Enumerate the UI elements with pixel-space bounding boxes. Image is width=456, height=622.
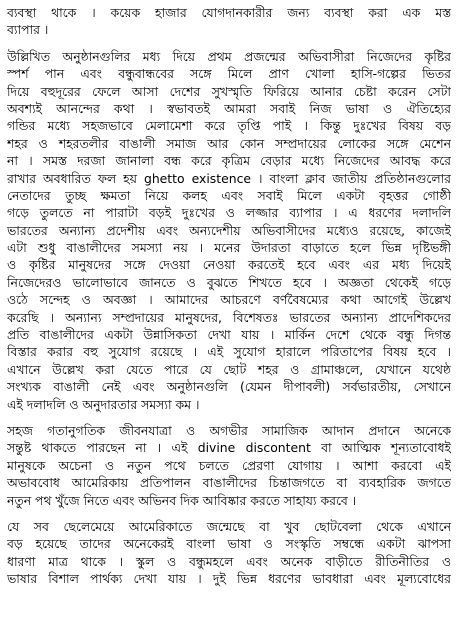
text-line: শহর ও শহরতলীর বাঙালী সমাজ আর কোন সম্প্রদায়ের লোকের সঙ্গে মেশেন [7, 135, 451, 151]
text-line: না । সমস্ত দরজা জানালা বন্ধ করে কৃত্রিম বেড়ার মধ্যে নিজেদের আবদ্ধ করে [7, 153, 451, 169]
paragraph-1 [7, 4, 451, 39]
text-line: ভাষার বিশাল পার্থক্য দেখা যায় । দুই ভিন্ন ধরণের ভাবধারা এবং মূল্যবোধের [7, 571, 451, 587]
paragraph-4 [7, 518, 451, 588]
text-line: মানুষকে অচেনা ও নতুন পথে চলতে প্রেরণা যোগায় । আশা করবো এই [7, 457, 451, 473]
text-line: নতুন পথ খুঁজে নিতে এবং অভিনব দিক আবিষ্কার করতে সাহায্য করবে । [7, 492, 357, 508]
paragraph-gap [7, 39, 451, 48]
paragraph-3 [7, 422, 451, 509]
text-line: নিজেদেরও ভালোভাবে জানতে ও বুঝতে শিখতে হবে । অজ্ঞতা থেকেই গড়ে [7, 274, 451, 290]
text-line: ব্যাপার । [7, 22, 49, 38]
text-line: ও কৃষ্টির মানুষদের সঙ্গে দেওয়া নেওয়া করতেই হবে এবং এর মধ্য দিয়েই [7, 257, 451, 273]
text-line: রাখার অবধারিত ফল হয় ghetto existence । বাংলা ক্লাব জাতীয় প্রতিষ্ঠানগুলোর [7, 170, 451, 186]
text-line: সহজ গতানুগতিক জীবনযাত্রা ও অগভীর সামাজিক আদান প্রদানে অনেকে [7, 422, 451, 438]
text-line: স্পর্শ পান এবং বন্ধুবান্ধবের সঙ্গে মিলে প্রাণ খোলা হাসি-গল্পের ভিতর [7, 66, 451, 82]
paragraph-2 [7, 48, 451, 413]
text-line: এটা শুধু বাঙালীদের সমস্যা নয় । মনের উদারতা বাড়াতে হলে ভিন্ন দৃষ্টিভঙ্গী [7, 240, 451, 256]
text-line: উল্লিখিত অনুষ্ঠানগুলির মধ্য দিয়ে প্রথম প্রজন্মের অভিবাসীরা নিজেদের কৃষ্টির [7, 48, 451, 64]
paragraph-gap [7, 413, 451, 422]
text-line: বড় হয়েছে তাদের অনেকেরই বাংলা ভাষা ও সংস্কৃতি সম্বন্ধে একটা ঝাপসা [7, 536, 451, 552]
text-line: গন্ডির মধ্যে সহজভাবে মেলামেশা করে তৃপ্তি পাই । কিন্তু দুঃখের বিষয় বড় [7, 118, 451, 134]
text-line: সন্তুষ্ট থাকতে পারছেন না । এই divine discontent বা আত্মিক শূন্যতাবোধই [7, 440, 451, 456]
text-line: নেতাদের তুচ্ছ ক্ষমতা নিয়ে কলহ এবং সবাই মিলে একটা বৃহত্তর গোষ্ঠী [7, 187, 451, 203]
text-line: বিস্তার করার বহু সুযোগ রয়েছে । এই সুযোগ হারালে পরিতাপের বিষয় হবে । [7, 344, 451, 360]
text-line: ওঠে সন্দেহ ও অবজ্ঞা । আমাদের আচরণে বর্ণবৈষম্যের কথা আগেই উল্লেখ [7, 292, 451, 308]
text-line: ভারতের অন্যান্য প্রদেশীয় এবং অন্যদেশীয় অভিবাসীদের মধ্যেও রয়েছে, কাজেই [7, 222, 451, 238]
text-line: করেছি । অন্যান্য সম্প্রদায়ের মানুষদের, বিশেষতঃ ভারতের অন্যান্য প্রাদেশিকদের [7, 309, 451, 325]
text-line: এখানে উল্লেখ করা যেতে পারে যে ছোট শহর ও গ্রামাঞ্চলে, যেখানে যথেষ্ঠ [7, 361, 451, 377]
text-line: সংখ্যক বাঙালী নেই এবং অনুষ্ঠানগুলি (যেমন দীপাবলী) সর্বভারতীয়, সেখানে [7, 379, 451, 395]
text-line: ব্যবস্থা থাকে । কয়েক হাজার যোগদানকারীর জন্য ব্যবস্থা করা এক মস্ত [7, 5, 451, 20]
text-line: যে সব ছেলেমেয়ে আমেরিকাতে জন্মেছে বা খুব ছোটবেলা থেকে এখানে [7, 518, 451, 534]
text-line: অবশ্যই আনন্দের কথা । স্বভাবতই আমরা সবাই নিজ ভাষা ও ঐতিহ্যের [7, 100, 451, 116]
text-line: অভাববোধ আমেরিকায় প্রতিপালন বাঙালীদের চিন্তাজগতে বা ব্যবহারিক জগতে [7, 475, 451, 491]
text-line: প্রতি বাঙালীদের একটা উন্নাসিকতা দেখা যায় । মার্কিন দেশে থেকে বন্ধু দিগন্ত [7, 327, 451, 343]
paragraph-gap [7, 509, 451, 518]
text-line: দিয়ে বহুদূরের ফেলে আসা দেশের সুখস্মৃতি ফিরিয়ে আনার চেষ্টা করেন সেটা [7, 83, 451, 99]
text-line: এই দলাদলি ও অনুদারতার সমস্যা কম । [7, 396, 200, 412]
text-line: ধারণা মাত্র থাকে । স্কুল ও বন্ধুমহলে এবং অনেক বাড়ীতে রীতিনীতির ও [7, 553, 451, 569]
text-line: গড়ে তুলতে না পারাটা বড়ই দুঃখের ও লজ্জার ব্যাপার । এ ধরণের দলাদলি [7, 205, 451, 221]
document-page [7, 4, 451, 618]
